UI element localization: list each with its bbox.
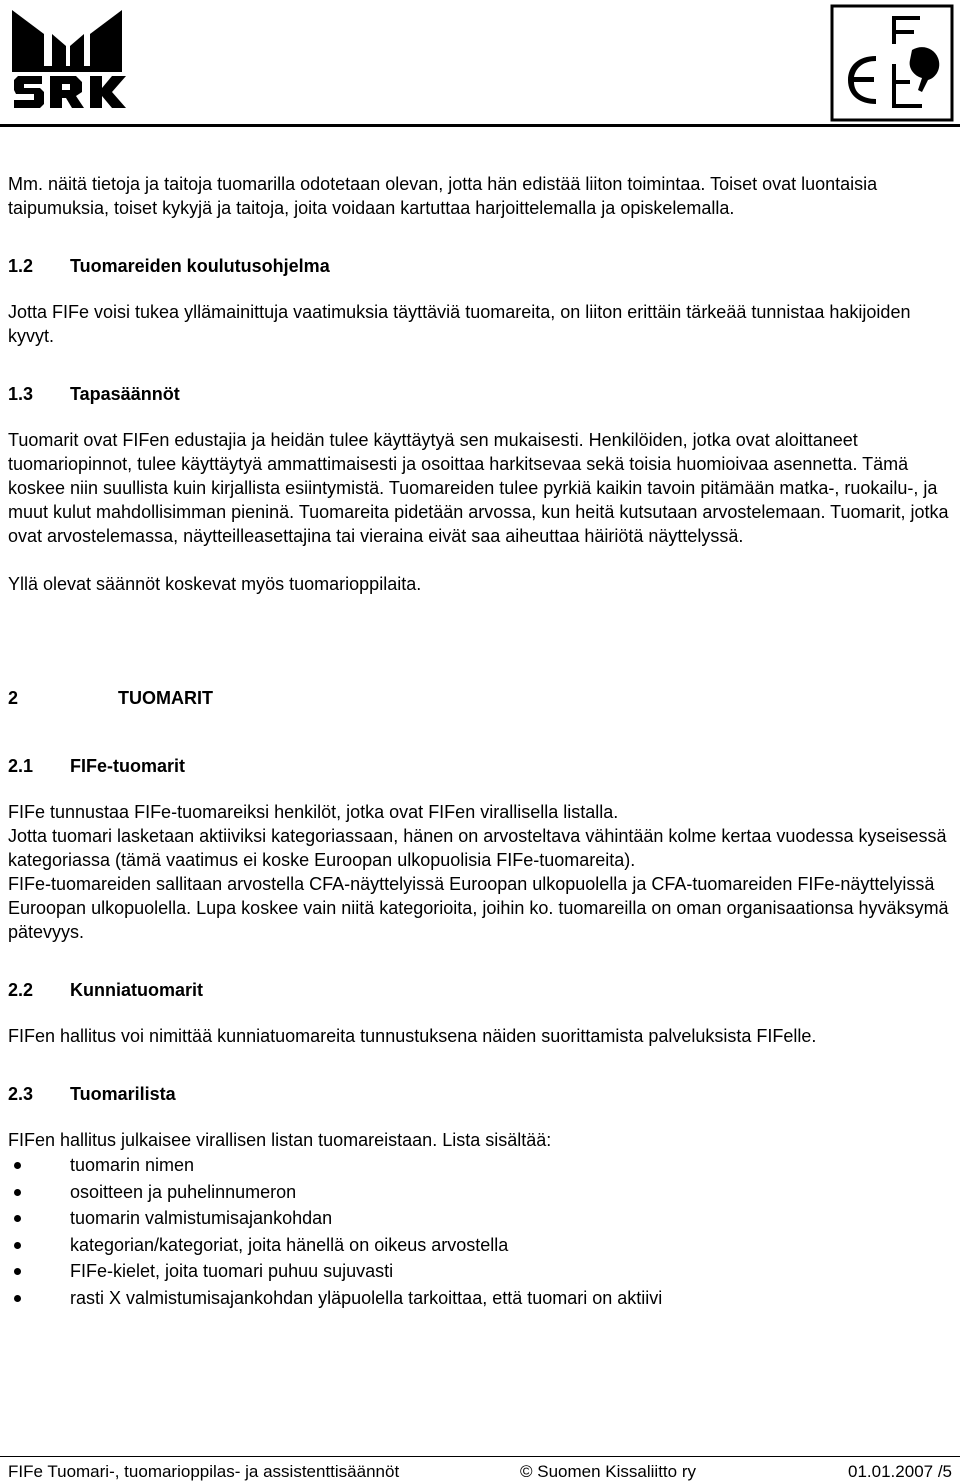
section-title: Tuomareiden koulutusohjelma [70,256,330,276]
section-1-3-heading [8,382,952,406]
chapter-number: 2 [8,688,19,708]
section-1-3-text: Tuomarit ovat FIFen edustajia ja heidän tulee käyttäytyä sen mukaisesti. Henkilöiden, jotka ovat aloittaneet tuomariopinnot, tulee käyttäytyä ammattimaisesti ja osoittaa harkitsevaa sekä toisia huomioivaa asennetta. Tämä koskee niin suullista kuin kirjallista esiintymistä. Tuomareiden tulee pyrkiä kaikin tavoin pitämään matka-, ruokailu-, ja muut kulut mahdollisimman pieninä. Tuomareita pidetään arvossa, kun heitä kutsutaan arvostelemaan. Tuomarit, jotka ovat arvostelemassa, näytteilleasettajina tai vieraina eivät saa aiheuttaa häiriötä näyttelyssä. [8,430,949,546]
section-1-2-heading [8,254,952,278]
section-2-2-text: FIFen hallitus voi nimittää kunniatuomareita tunnustuksena näiden suorittamista palveluksista FIFelle. [8,1026,817,1046]
section-number: 1.2 [8,256,34,276]
section-2-1-p3: FIFe-tuomareiden sallitaan arvostella CFA-näyttelyissä Euroopan ulkopuolella ja CFA-tuomareiden FIFe-näyttelyissä Euroopan ulkopuolella. Lupa koskee vain niitä kategorioita, joihin ko. tuomareilla on oman organisaationsa hyväksymä pätevyys. [8,874,949,942]
list-item: kategorian/kategoriat, joita hänellä on oikeus arvostella [8,1232,952,1259]
footer-date-page: 01.01.2007 /5 [848,1462,952,1481]
list-item: rasti X valmistumisajankohdan yläpuolella tarkoittaa, että tuomari on aktiivi [8,1285,952,1312]
section-2-1-p2: Jotta tuomari lasketaan aktiiviksi kategoriassaan, hänen on arvosteltava vähintään kolme kertaa vuodessa kyseisessä kategoriassa (tämä vaatimus ei koske Euroopan ulkopuolisia FIFe-tuomareita). [8,826,947,870]
section-2-1-heading [8,754,952,778]
intro-paragraph: Mm. näitä tietoja ja taitoja tuomarilla odotetaan olevan, jotta hän edistää liiton toimintaa. Toiset ovat luontaisia taipumuksia, toiset kykyjä ja taitoja, joita voidaan kartuttaa harjoittelemalla ja opiskelemalla. [8,174,878,218]
page-footer [8,1460,952,1484]
judge-list-contents [8,1152,952,1312]
footer-copyright: © Suomen Kissaliitto ry [520,1462,696,1481]
page-header [0,0,960,132]
list-item: FIFe-kielet, joita tuomari puhuu sujuvasti [8,1258,952,1285]
footer-document-title: FIFe Tuomari-, tuomarioppilas- ja assistenttisäännöt [8,1462,400,1481]
section-title: Tuomarilista [70,1084,176,1104]
document-body [8,172,952,1312]
list-item: osoitteen ja puhelinnumeron [8,1179,952,1206]
section-2-1-p1: FIFe tunnustaa FIFe-tuomareiksi henkilöt, jotka ovat FIFen virallisella listalla. [8,802,619,822]
section-number: 2.2 [8,980,34,1000]
srk-logo [4,4,130,114]
section-1-2-text: Jotta FIFe voisi tukea yllämainittuja vaatimuksia täyttäviä tuomareita, on liiton erittäin tärkeää tunnistaa hakijoiden kyvyt. [8,302,911,346]
section-number: 2.3 [8,1084,34,1104]
section-2-3-heading [8,1082,952,1106]
header-rule [0,124,960,127]
section-title: Kunniatuomarit [70,980,203,1000]
section-number: 1.3 [8,384,34,404]
section-1-3-note: Yllä olevat säännöt koskevat myös tuomarioppilaita. [8,574,422,594]
fife-logo [830,4,954,122]
section-title: FIFe-tuomarit [70,756,185,776]
chapter-title: TUOMARIT [118,688,213,708]
section-number: 2.1 [8,756,34,776]
list-item: tuomarin valmistumisajankohdan [8,1205,952,1232]
chapter-2-heading [8,686,952,710]
section-2-2-heading [8,978,952,1002]
section-title: Tapasäännöt [70,384,180,404]
footer-rule [0,1456,960,1457]
list-item: tuomarin nimen [8,1152,952,1179]
section-2-3-text: FIFen hallitus julkaisee virallisen listan tuomareistaan. Lista sisältää: [8,1130,552,1150]
